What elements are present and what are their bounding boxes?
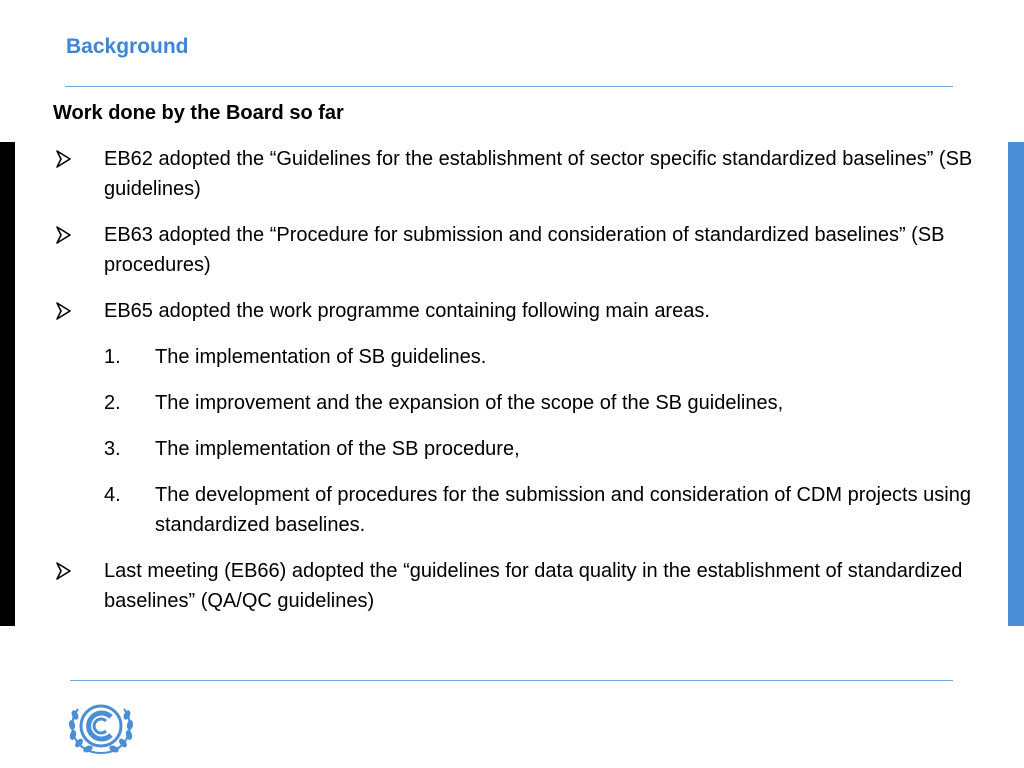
arrowhead-bullet-icon xyxy=(53,296,75,326)
numbered-item xyxy=(53,342,983,372)
footer-divider xyxy=(70,680,953,681)
numbered-item xyxy=(53,480,983,540)
title-divider xyxy=(65,86,953,87)
bullet-text: EB65 adopted the work programme containing following main areas. xyxy=(104,300,710,322)
content-heading: Work done by the Board so far xyxy=(53,102,344,124)
left-accent-bar xyxy=(0,142,15,626)
arrowhead-bullet-icon xyxy=(53,220,75,250)
bullet-text: Last meeting (EB66) adopted the “guidelines for data quality in the establishment of standardized baselines” (QA/QC guidelines) xyxy=(104,560,963,612)
bullet-text: EB62 adopted the “Guidelines for the establishment of sector specific standardized baselines” (SB guidelines) xyxy=(104,148,973,200)
bullet-item xyxy=(53,144,983,204)
numbered-text: The development of procedures for the submission and consideration of CDM projects using standardized baselines. xyxy=(155,484,971,536)
item-number: 2. xyxy=(104,392,121,414)
bullet-item xyxy=(53,556,983,616)
numbered-item xyxy=(53,388,983,418)
numbered-item xyxy=(53,434,983,464)
numbered-text: The improvement and the expansion of the scope of the SB guidelines, xyxy=(155,392,784,414)
item-number: 1. xyxy=(104,346,121,368)
bullet-item xyxy=(53,220,983,280)
numbered-text: The implementation of SB guidelines. xyxy=(155,346,487,368)
numbered-text: The implementation of the SB procedure, xyxy=(155,438,520,460)
right-accent-bar xyxy=(1008,142,1024,626)
item-number: 4. xyxy=(104,484,121,506)
arrowhead-bullet-icon xyxy=(53,556,75,586)
item-number: 3. xyxy=(104,438,121,460)
slide-title: Background xyxy=(66,35,189,58)
bullet-item xyxy=(53,296,983,326)
bullet-text: EB63 adopted the “Procedure for submission and consideration of standardized baselines” (SB procedures) xyxy=(104,224,945,276)
slide-content xyxy=(53,98,983,632)
arrowhead-bullet-icon xyxy=(53,144,75,174)
unfccc-logo-icon xyxy=(66,695,136,757)
